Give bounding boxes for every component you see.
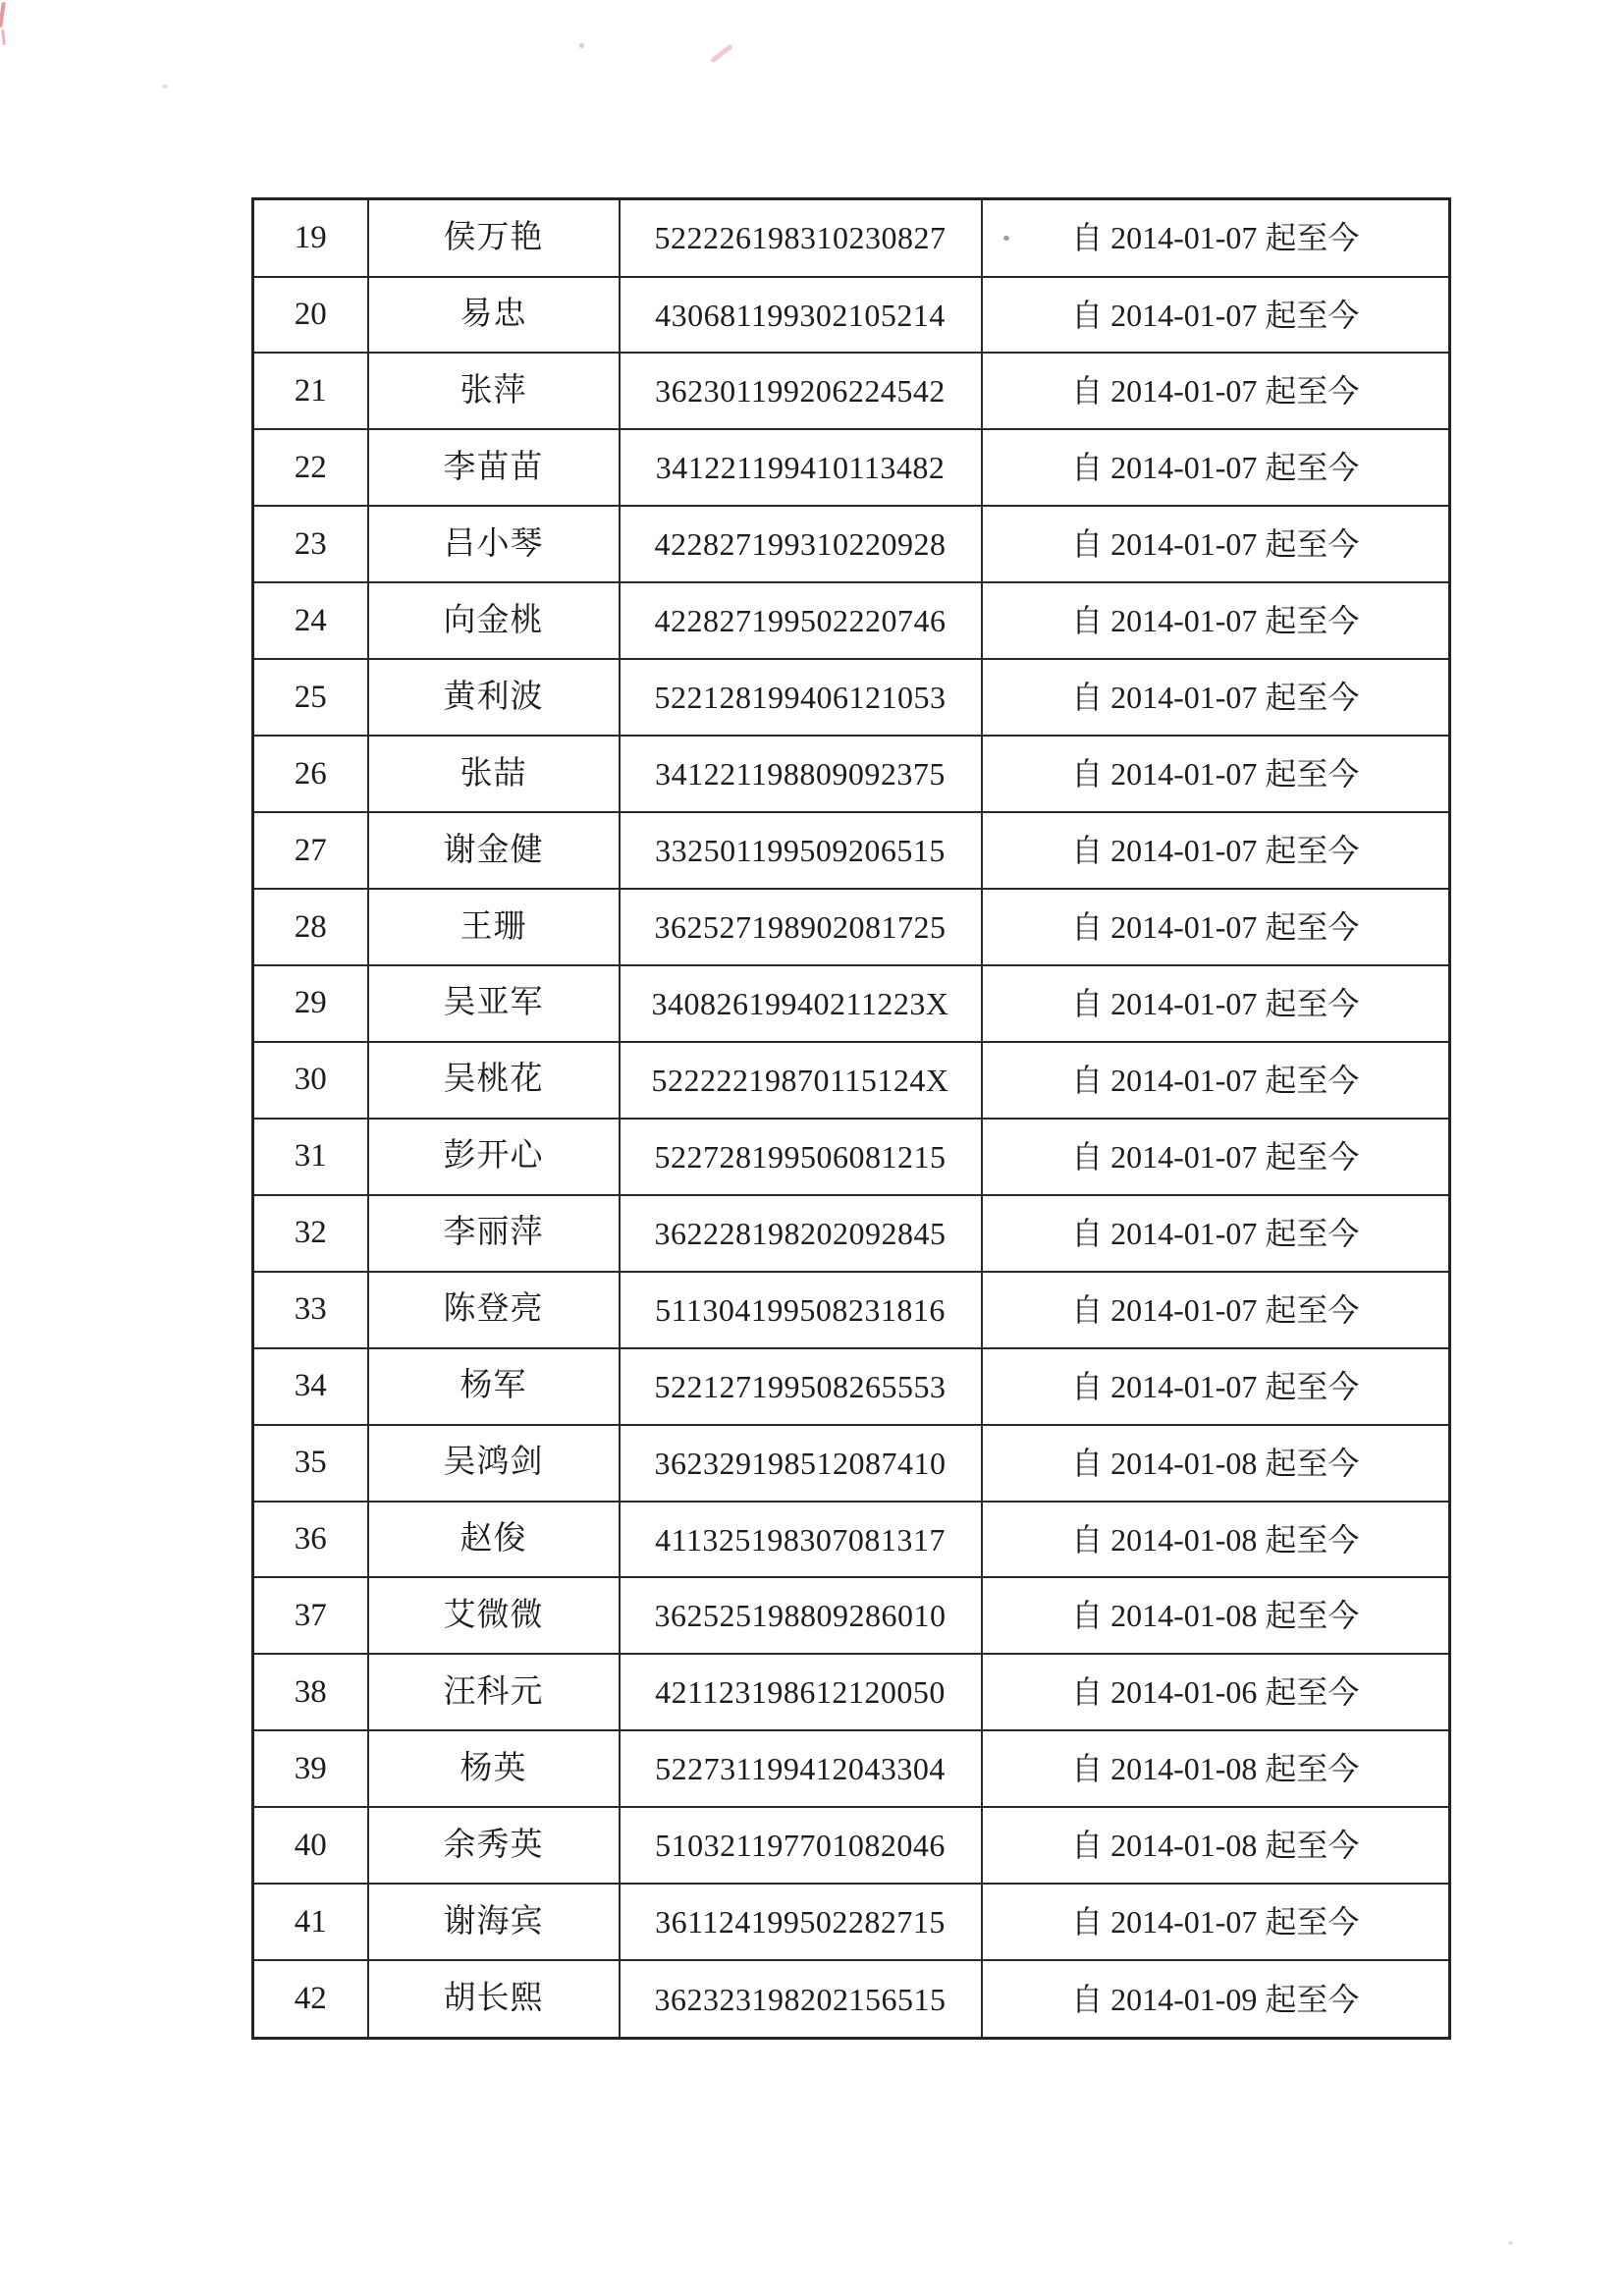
- row-number-cell: 35: [253, 1425, 368, 1502]
- name-cell: 陈登亮: [368, 1272, 620, 1348]
- row-number-cell: 32: [253, 1195, 368, 1272]
- scan-artifact-speck: [579, 43, 584, 48]
- table-row: [253, 277, 1450, 354]
- table-row: [253, 1654, 1450, 1730]
- row-number-cell: 23: [253, 506, 368, 582]
- name-cell: 赵俊: [368, 1502, 620, 1578]
- name-cell: 胡长熙: [368, 1960, 620, 2038]
- table-row: [253, 199, 1450, 277]
- scan-artifact-red-stroke: [1, 29, 6, 45]
- row-number-cell: 30: [253, 1042, 368, 1119]
- table-row: [253, 1042, 1450, 1119]
- name-cell: 侯万艳: [368, 199, 620, 277]
- row-number-cell: 24: [253, 582, 368, 659]
- period-cell: 自 2014-01-07 起至今: [982, 1272, 1450, 1348]
- name-cell: 谢金健: [368, 812, 620, 889]
- table-row: [253, 659, 1450, 736]
- id-number-cell: 522728199506081215: [620, 1119, 982, 1195]
- name-cell: 吴亚军: [368, 965, 620, 1042]
- row-number-cell: 25: [253, 659, 368, 736]
- id-number-cell: 510321197701082046: [620, 1807, 982, 1884]
- scan-artifact-speck: [163, 84, 167, 88]
- name-cell: 易忠: [368, 277, 620, 354]
- name-cell: 汪科元: [368, 1654, 620, 1730]
- id-number-cell: 341221199410113482: [620, 429, 982, 506]
- period-cell: 自 2014-01-07 起至今: [982, 1884, 1450, 1960]
- period-cell: 自 2014-01-07 起至今: [982, 736, 1450, 812]
- name-cell: 吕小琴: [368, 506, 620, 582]
- period-cell: 自 2014-01-06 起至今: [982, 1654, 1450, 1730]
- name-cell: 杨英: [368, 1730, 620, 1807]
- name-cell: 艾微微: [368, 1577, 620, 1654]
- period-cell: 自 2014-01-07 起至今: [982, 582, 1450, 659]
- table-row: [253, 1884, 1450, 1960]
- roster-body: [253, 199, 1450, 2039]
- id-number-cell: 522128199406121053: [620, 659, 982, 736]
- name-cell: 彭开心: [368, 1119, 620, 1195]
- period-cell: 自 2014-01-07 起至今: [982, 199, 1450, 277]
- row-number-cell: 26: [253, 736, 368, 812]
- period-cell: 自 2014-01-07 起至今: [982, 429, 1450, 506]
- name-cell: 张萍: [368, 353, 620, 429]
- id-number-cell: 422827199310220928: [620, 506, 982, 582]
- row-number-cell: 42: [253, 1960, 368, 2038]
- id-number-cell: 332501199509206515: [620, 812, 982, 889]
- name-cell: 张喆: [368, 736, 620, 812]
- period-cell: 自 2014-01-07 起至今: [982, 812, 1450, 889]
- name-cell: 谢海宾: [368, 1884, 620, 1960]
- id-number-cell: 522127199508265553: [620, 1348, 982, 1425]
- row-number-cell: 20: [253, 277, 368, 354]
- id-number-cell: 522226198310230827: [620, 199, 982, 277]
- row-number-cell: 33: [253, 1272, 368, 1348]
- id-number-cell: 34082619940211223X: [620, 965, 982, 1042]
- table-row: [253, 812, 1450, 889]
- name-cell: 李苗苗: [368, 429, 620, 506]
- period-cell: 自 2014-01-08 起至今: [982, 1807, 1450, 1884]
- period-cell: 自 2014-01-07 起至今: [982, 506, 1450, 582]
- table-row: [253, 1272, 1450, 1348]
- period-cell: 自 2014-01-08 起至今: [982, 1577, 1450, 1654]
- name-cell: 黄利波: [368, 659, 620, 736]
- name-cell: 吴鸿剑: [368, 1425, 620, 1502]
- id-number-cell: 522731199412043304: [620, 1730, 982, 1807]
- name-cell: 杨军: [368, 1348, 620, 1425]
- period-cell: 自 2014-01-07 起至今: [982, 277, 1450, 354]
- id-number-cell: 362525198809286010: [620, 1577, 982, 1654]
- table-row: [253, 1577, 1450, 1654]
- id-number-cell: 362527198902081725: [620, 889, 982, 965]
- period-cell: 自 2014-01-08 起至今: [982, 1425, 1450, 1502]
- period-cell: 自 2014-01-07 起至今: [982, 1195, 1450, 1272]
- id-number-cell: 362228198202092845: [620, 1195, 982, 1272]
- table-row: [253, 429, 1450, 506]
- period-cell: 自 2014-01-07 起至今: [982, 1042, 1450, 1119]
- id-number-cell: 52222219870115124X: [620, 1042, 982, 1119]
- row-number-cell: 36: [253, 1502, 368, 1578]
- period-cell: 自 2014-01-07 起至今: [982, 1348, 1450, 1425]
- roster-table: [251, 197, 1451, 2040]
- row-number-cell: 34: [253, 1348, 368, 1425]
- period-cell: 自 2014-01-07 起至今: [982, 889, 1450, 965]
- id-number-cell: 421123198612120050: [620, 1654, 982, 1730]
- name-cell: 向金桃: [368, 582, 620, 659]
- period-cell: 自 2014-01-07 起至今: [982, 659, 1450, 736]
- row-number-cell: 40: [253, 1807, 368, 1884]
- table-row: [253, 889, 1450, 965]
- row-number-cell: 38: [253, 1654, 368, 1730]
- name-cell: 王珊: [368, 889, 620, 965]
- table-row: [253, 582, 1450, 659]
- scan-artifact-red-stroke: [0, 2, 6, 27]
- scan-artifact-pink-slash: [710, 44, 733, 64]
- table-row: [253, 1730, 1450, 1807]
- period-cell: 自 2014-01-07 起至今: [982, 353, 1450, 429]
- id-number-cell: 430681199302105214: [620, 277, 982, 354]
- table-row: [253, 1119, 1450, 1195]
- table-row: [253, 1348, 1450, 1425]
- table-row: [253, 965, 1450, 1042]
- table-row: [253, 1195, 1450, 1272]
- table-row: [253, 1425, 1450, 1502]
- id-number-cell: 422827199502220746: [620, 582, 982, 659]
- row-number-cell: 31: [253, 1119, 368, 1195]
- table-row: [253, 736, 1450, 812]
- period-cell: 自 2014-01-07 起至今: [982, 1119, 1450, 1195]
- id-number-cell: 361124199502282715: [620, 1884, 982, 1960]
- id-number-cell: 341221198809092375: [620, 736, 982, 812]
- table-row: [253, 353, 1450, 429]
- row-number-cell: 19: [253, 199, 368, 277]
- row-number-cell: 27: [253, 812, 368, 889]
- id-number-cell: 411325198307081317: [620, 1502, 982, 1578]
- period-cell: 自 2014-01-08 起至今: [982, 1730, 1450, 1807]
- row-number-cell: 39: [253, 1730, 368, 1807]
- row-number-cell: 28: [253, 889, 368, 965]
- row-number-cell: 21: [253, 353, 368, 429]
- id-number-cell: 511304199508231816: [620, 1272, 982, 1348]
- row-number-cell: 29: [253, 965, 368, 1042]
- id-number-cell: 362301199206224542: [620, 353, 982, 429]
- id-number-cell: 362323198202156515: [620, 1960, 982, 2038]
- period-cell: 自 2014-01-07 起至今: [982, 965, 1450, 1042]
- name-cell: 李丽萍: [368, 1195, 620, 1272]
- table-row: [253, 1502, 1450, 1578]
- row-number-cell: 22: [253, 429, 368, 506]
- name-cell: 吴桃花: [368, 1042, 620, 1119]
- table-row: [253, 1807, 1450, 1884]
- period-cell: 自 2014-01-09 起至今: [982, 1960, 1450, 2038]
- row-number-cell: 41: [253, 1884, 368, 1960]
- scan-artifact-speck: [1508, 2241, 1513, 2245]
- table-row: [253, 506, 1450, 582]
- name-cell: 余秀英: [368, 1807, 620, 1884]
- id-number-cell: 362329198512087410: [620, 1425, 982, 1502]
- row-number-cell: 37: [253, 1577, 368, 1654]
- period-cell: 自 2014-01-08 起至今: [982, 1502, 1450, 1578]
- table-row: [253, 1960, 1450, 2038]
